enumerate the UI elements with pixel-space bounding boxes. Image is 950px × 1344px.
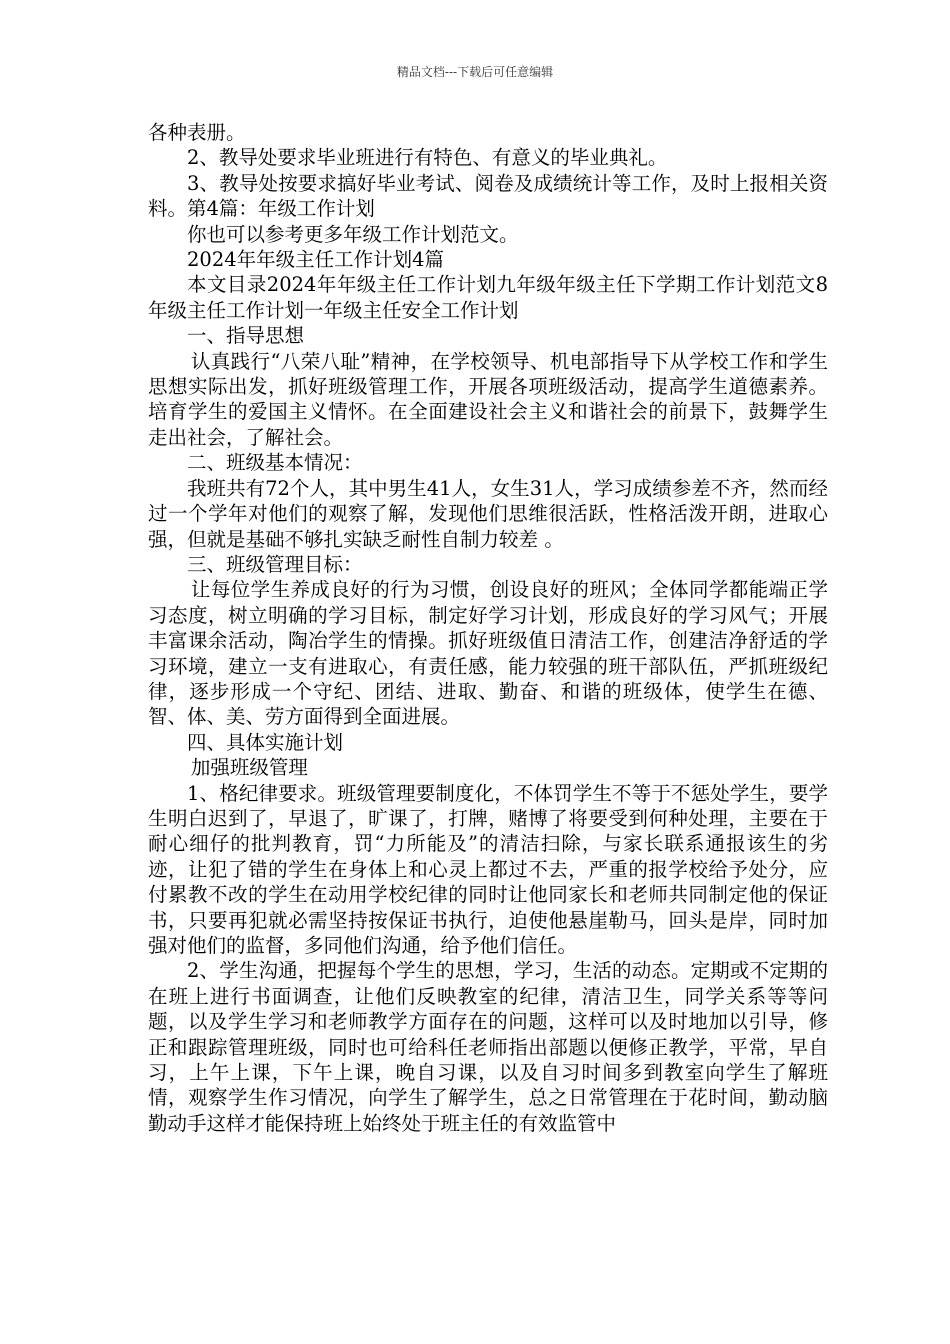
paragraph-continuation: 各种表册。	[148, 121, 246, 144]
paragraph-discipline: 1、格纪律要求。班级管理要制度化，不体罚学生不等于不惩处学生，要学生明白迟到了，早退了，旷课了，打牌，赌博了将要受到何种处理，主要在于耐心细仔的批判教育，罚“力所能及”的清洁扫除，与家长联系通报该生的劣迹，让犯了错的学生在身体上和心灵上都过不去，严重的报学校给予处分，应付累教不改的学生在动用学校纪律的同时让他同家长和老师共同制定他的保证书，只要再犯就必需坚持按保证书执行，迫使他悬崖勒马，回头是岸，同时加强对他们的监督，多同他们沟通，给予他们信任。	[148, 781, 828, 957]
paragraph-item-2: 2、教导处要求毕业班进行有特色、有意义的毕业典礼。	[187, 146, 668, 170]
paragraph-guiding-ideology: 认真践行“八荣八耻”精神，在学校领导、机电部指导下从学校工作和学生思想实际出发，抓好班级管理工作，开展各项班级活动，提高学生道德素养。 培育学生的爱国主义情怀。在全面建设社会主义和谐社会的前景下，鼓舞学生走出社会，了解社会。	[148, 349, 828, 449]
paragraph-communication: 2、学生沟通，把握每个学生的思想，学习，生活的动态。定期或不定期的在班上进行书面调查，让他们反映教室的纪律，清洁卫生，同学关系等等问题，以及学生学习和老师教学方面存在的问题，这样可以及时地加以引导，修正和跟踪管理班级，同时也可给科任老师指出部题以便修正教学，平常，早自习，上午上课，下午上课，晚自习课，以及自习时间多到教室向学生了解班情，观察学生作习情况，向学生了解学生，总之日常管理在于花时间，勤动脑勤动手这样才能保持班上始终处于班主任的有效监管中	[148, 959, 828, 1135]
table-of-contents: 本文目录2024年年级主任工作计划九年级年级主任下学期工作计划范文8年级主任工作计划一年级主任安全工作计划	[148, 273, 828, 322]
paragraph-class-situation: 我班共有72个人，其中男生41人，女生31人，学习成绩参差不齐，然而经过一个学年对他们的观察了解，发现他们思维很活跃，性格活泼开朗，进取心强，但就是基础不够扎实缺乏耐性自制力较差 。	[148, 476, 828, 551]
heading-implementation-plan: 四、具体实施计划	[187, 730, 344, 754]
subheading-strengthen-management: 加强班级管理	[190, 756, 308, 780]
document-body	[148, 120, 828, 1136]
heading-management-goals: 三、班级管理目标：	[187, 552, 363, 576]
section-title: 2024年年级主任工作计划4篇	[187, 248, 445, 272]
paragraph-reference: 你也可以参考更多年级工作计划范文。	[187, 222, 519, 246]
heading-guiding-ideology: 一、指导思想	[187, 324, 305, 348]
page-header: 精品文档---下载后可任意编辑	[396, 65, 554, 79]
heading-class-situation: 二、班级基本情况：	[187, 451, 363, 475]
paragraph-item-3: 3、教导处按要求搞好毕业考试、阅卷及成绩统计等工作，及时上报相关资料。第4篇：年级工作计划	[148, 171, 828, 221]
paragraph-management-goals: 让每位学生养成良好的行为习惯，创设良好的班风；全体同学都能端正学习态度，树立明确的学习目标，制定好学习计划，形成良好的学习风气；开展丰富课余活动，陶冶学生的情操。抓好班级值日清洁工作，创建洁净舒适的学习环境，建立一支有进取心，有责任感，能力较强的班干部队伍，严抓班级纪律，逐步形成一个守纪、团结、进取、勤奋、和谐的班级体，使学生在德、智、体、美、劳方面得到全面进展。	[148, 578, 828, 729]
